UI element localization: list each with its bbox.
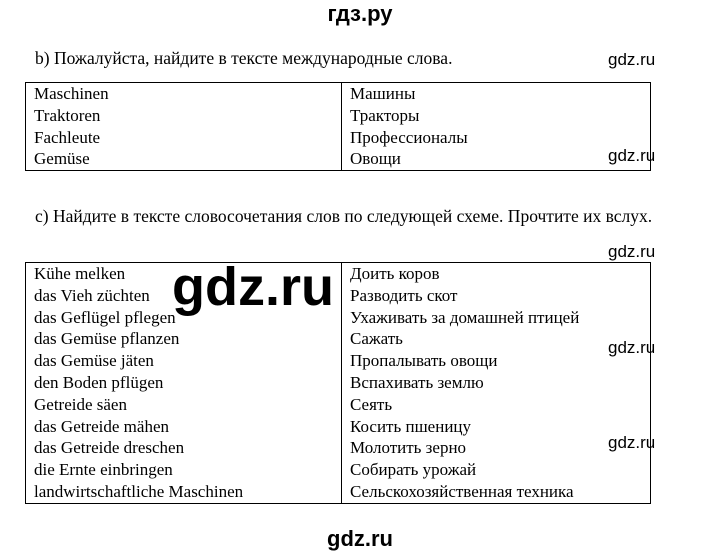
german-phrase: Getreide säen [26,394,342,416]
table-row [26,481,651,503]
table-row [26,307,651,329]
german-phrase: das Vieh züchten [26,285,342,307]
russian-translation: Сельскохозяйственная техника [342,481,651,503]
german-word: Maschinen [26,83,342,105]
russian-translation: Профессионалы [342,127,651,149]
table-row [26,285,651,307]
watermark-large: gdz.ru [172,257,334,317]
german-phrase: die Ernte einbringen [26,459,342,481]
russian-translation: Косить пшеницу [342,416,651,438]
german-word: Traktoren [26,105,342,127]
vocabulary-table-b [25,82,651,171]
table-row [26,328,651,350]
watermark-text: gdz.ru [608,338,656,357]
russian-translation: Доить коров [342,263,651,285]
russian-translation: Собирать урожай [342,459,651,481]
german-phrase: den Boden pflügen [26,372,342,394]
table-row [26,263,651,285]
russian-translation: Разводить скот [342,285,651,307]
russian-translation: Тракторы [342,105,651,127]
vocabulary-table-c [25,262,651,504]
german-phrase: das Gemüse jäten [26,350,342,372]
german-phrase: das Getreide dreschen [26,437,342,459]
table-row [26,83,651,105]
russian-translation: Сеять [342,394,651,416]
german-phrase: das Gemüse pflanzen [26,328,342,350]
table-row [26,372,651,394]
table-row [26,437,651,459]
site-footer-link[interactable]: gdz.ru [327,526,393,551]
german-phrase: das Geflügel pflegen [26,307,342,329]
russian-translation: Ухаживать за домашней птицей [342,307,651,329]
watermark-text: gdz.ru [608,146,656,165]
russian-translation: Сажать [342,328,651,350]
table-row [26,127,651,149]
watermark-text: gdz.ru [608,50,656,69]
table-row [26,148,651,170]
german-phrase: landwirtschaftliche Maschinen [26,481,342,503]
russian-translation: Молотить зерно [342,437,651,459]
german-phrase: Kühe melken [26,263,342,285]
russian-translation: Вспахивать землю [342,372,651,394]
russian-translation: Овощи [342,148,651,170]
german-phrase: das Getreide mähen [26,416,342,438]
instruction-c: c) Найдите в тексте словосочетания слов по следующей схеме. Прочтите их вслух. [35,206,653,226]
watermark-text: gdz.ru [608,242,656,261]
table-row [26,394,651,416]
table-row [26,350,651,372]
table-row [26,459,651,481]
german-word: Fachleute [26,127,342,149]
watermark-text: gdz.ru [608,433,656,452]
russian-translation: Пропалывать овощи [342,350,651,372]
table-row [26,416,651,438]
russian-translation: Машины [342,83,651,105]
table-row [26,105,651,127]
site-header-title: гдз.ру [327,1,393,26]
german-word: Gemüse [26,148,342,170]
instruction-b: b) Пожалуйста, найдите в тексте международные слова. [35,48,453,68]
